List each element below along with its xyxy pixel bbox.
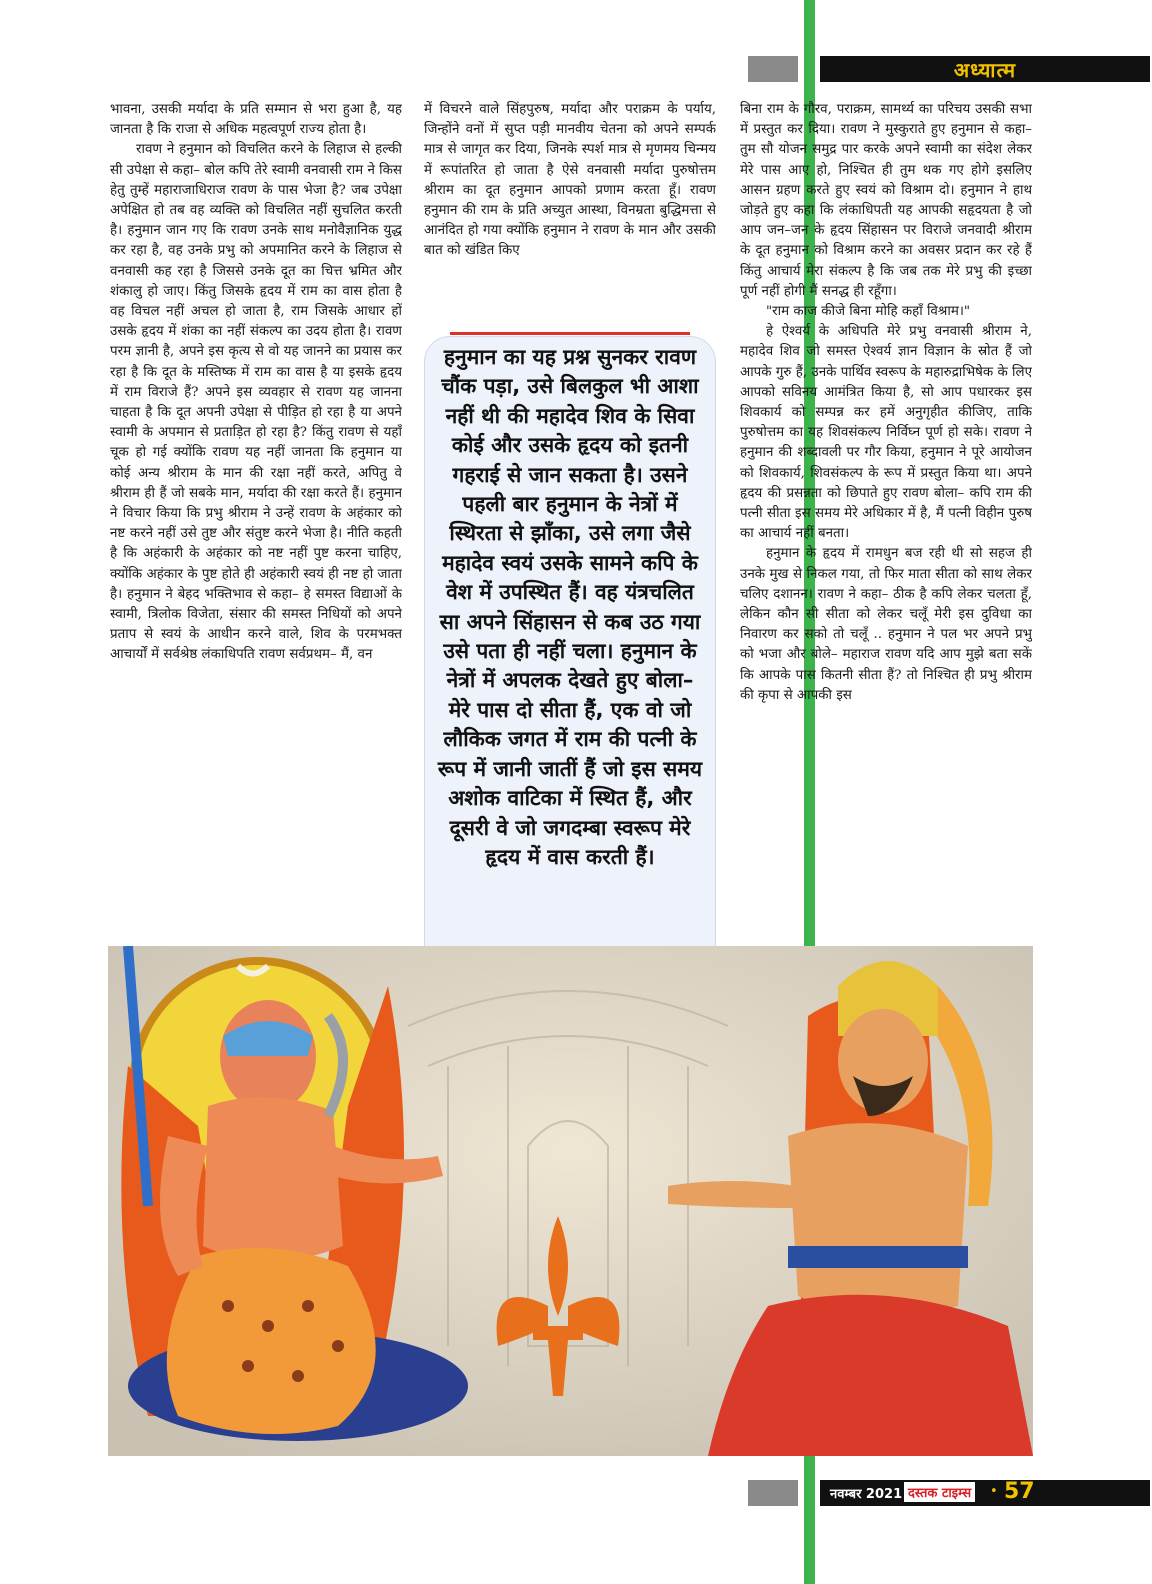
article-column-3 [740, 100, 1032, 940]
paragraph: भावना, उसकी मर्यादा के प्रति सम्मान से भरा हुआ है, यह जानता है कि राजा से अधिक महत्वपूर्ण राज्य होता है। [110, 102, 402, 138]
paragraph: रावण ने हनुमान को विचलित करने के लिहाज से हल्की सी उपेक्षा से कहा– बोल कपि तेरे स्वामी वनवासी राम ने किस हेतु तुम्हें महाराजाधिराज रावण के पास भेजा है? जब उपेक्षा अपेक्षित हो तब वह व्यक्ति को विचलित नहीं सुचलित करती है। हनुमान जान गए कि रावण उनके साथ मनोवैज्ञानिक युद्ध कर रहा है, वह उनके प्रभु को अपमानित करने के लिहाज से वनवासी कह रहा है जिससे उनके दूत का चित्त भ्रमित और शंकालु हो जाए। किंतु जिसके हृदय में राम का वास होता है वह विचल नहीं अचल हो जाता है, राम जिसके आधार हों उसके हृदय में शंका का नहीं संकल्प का उदय होता है। रावण परम ज्ञानी है, अपने इस कृत्य से वो यह जानने का प्रयास कर रहा है कि दूत के मस्तिष्क में राम का वास है या इसके हृदय में राम विराजे हैं? अपने इस व्यवहार से रावण यह जानना चाहता है कि दूत अपनी उपेक्षा से पीड़ित हो रहा है या अपने स्वामी के अपमान से प्रताड़ित हो रहा है? किंतु रावण से यहाँ चूक हो गई क्योंकि रावण यह नहीं जानता कि हनुमान या कोई अन्य श्रीराम के मान की रक्षा नहीं करते, अपितु वे श्रीराम ही हैं जो सबके मान, मर्यादा की रक्षा करते हैं। हनुमान ने विचार किया कि प्रभु श्रीराम ने उन्हें रावण के अहंकार को नष्ट करने नहीं उसे तुष्ट और संतुष्ट करने भेजा है। नीति कहती है कि अहंकारी के अहंकार को नष्ट नहीं पुष्ट करना चाहिए, क्योंकि अहंकार के पुष्ट होते ही अहंकारी स्वयं ही नष्ट हो जाता है। हनुमान ने बेहद भक्तिभाव से कहा– हे समस्त विद्याओं के स्वामी, त्रिलोक विजेता, संसार की समस्त निधियों को अपने प्रताप से स्वयं के आधीन करने वाले, शिव के परमभक्त आचार्यों में सर्वश्रेष्ठ लंकाधिपति रावण सर्वप्रथम– मैं, वन [110, 142, 402, 663]
article-column-1 [110, 100, 402, 940]
footer-gray-block [748, 1480, 798, 1506]
section-header [820, 56, 1150, 82]
paragraph: हे ऐश्वर्य के अधिपति मेरे प्रभु वनवासी श्रीराम ने, महादेव शिव जो समस्त ऐश्वर्य ज्ञान विज्ञान के स्रोत हैं जो आपके गुरु हैं, उनके पार्थिव स्वरूप के महारुद्राभिषेक के लिए आपको सविनय आमंत्रित किया है, सो आप पधारकर इस शिवकार्य को सम्पन्न कर हमें अनुगृहीत कीजिए, ताकि पुरुषोत्तम का यह शिवसंकल्प निर्विघ्न पूर्ण हो सके। रावण ने हनुमान की शब्दावली पर गौर किया, हनुमान ने पूरे आयोजन को शिवकार्य, शिवसंकल्प के रूप में प्रस्तुत किया था। अपने हृदय की प्रसन्नता को छिपाते हुए रावण बोला– कपि राम की पत्नी सीता इस समय मेरे अधिकार में है, मैं पत्नी विहीन पुरुष का आचार्य नहीं बनता। [740, 324, 1032, 542]
page-number: 57 [1004, 1479, 1035, 1504]
pullquote-text: हनुमान का यह प्रश्न सुनकर रावण चौंक पड़ा, उसे बिलकुल भी आशा नहीं थी की महादेव शिव के सिवा कोई और उसके हृदय को इतनी गहराई से जान सकता है। उसने पहली बार हनुमान के नेत्रों में स्थिरता से झाँका, उसे लगा जैसे महादेव स्वयं उसके सामने कपि के वेश में उपस्थित हैं। वह यंत्रचलित सा अपने सिंहासन से कब उठ गया उसे पता ही नहीं चला। हनुमान के नेत्रों में अपलक देखते हुए बोला– मेरे पास दो सीता हैं, एक वो जो लौकिक जगत में राम की पत्नी के रूप में जानी जातीं हैं जो इस समय अशोक वाटिका में स्थित हैं, और दूसरी वे जो जगदम्बा स्वरूप मेरे हृदय में वास करती हैं। [437, 345, 703, 869]
issue-date: नवम्बर 2021 [830, 1487, 903, 1502]
illustration-hanuman-ravana [108, 946, 1033, 1456]
pullquote-top-rule [450, 332, 690, 335]
paragraph: में विचरने वाले सिंहपुरुष, मर्यादा और पराक्रम के पर्याय, जिन्होंने वनों में सुप्त पड़ी मानवीय चेतना को अपने सम्पर्क मात्र से जागृत कर दिया, जिनके स्पर्श मात्र से मृणमय चिन्मय में रूपांतरित हो जाता है ऐसे वनवासी मर्यादा पुरुषोत्तम श्रीराम का दूत हनुमान आपको प्रणाम करता हूँ। रावण हनुमान की राम के प्रति अच्युत आस्था, विनम्रता बुद्धिमत्ता से आनंदित हो गया क्योंकि हनुमान ने रावण के मान और उसकी बात को खंडित किए [424, 102, 716, 259]
paragraph: बिना राम के गौरव, पराक्रम, सामर्थ्य का परिचय उसकी सभा में प्रस्तुत कर दिया। रावण ने मुस्कुराते हुए हनुमान से कहा– तुम सौ योजन समुद्र पार करके अपने स्वामी का संदेश लेकर मेरे पास आए हो, निश्चित ही तुम थक गए होगे इसलिए आसन ग्रहण करते हुए स्वयं को विश्राम दो। हनुमान ने हाथ जोड़ते हुए कहा कि लंकाधिपती यह आपकी सहृदयता है जो आप जन–जन के हृदय सिंहासन पर विराजे जनवादी श्रीराम के दूत हनुमान को विश्राम करने का अवसर प्रदान कर रहे हैं किंतु आचार्य मेरा संकल्प है कि जब तक मेरे प्रभु की इच्छा पूर्ण नहीं होगी मैं सनद्ध ही रहूँगा। [740, 102, 1032, 299]
section-title: अध्यात्म [953, 57, 1017, 82]
footer-separator: • [990, 1484, 998, 1499]
paragraph: हनुमान के हृदय में रामधुन बज रही थी सो सहज ही उनके मुख से निकल गया, तो फिर माता सीता को साथ लेकर चलिए दशानन। रावण ने कहा– ठीक है कपि लेकर चलता हूँ, लेकिन कौन सी सीता को लेकर चलूँ मेरी इस दुविधा का निवारण कर सको तो चलूँ .. हनुमान ने पल भर अपने प्रभु को भजा और बोले– महाराज रावण यदि आप मुझे बता सकें कि आपके पास कितनी सीता हैं? तो निश्चित ही प्रभु श्रीराम की कृपा से आपकी इस [740, 546, 1032, 703]
magazine-logo: दस्तक टाइम्स [904, 1482, 975, 1502]
header-gray-block [748, 56, 798, 82]
pullquote-box [424, 336, 716, 982]
article-column-2 [424, 100, 716, 340]
paragraph: "राम काज कीजे बिना मोहि कहाँ विश्राम।" [766, 304, 971, 320]
